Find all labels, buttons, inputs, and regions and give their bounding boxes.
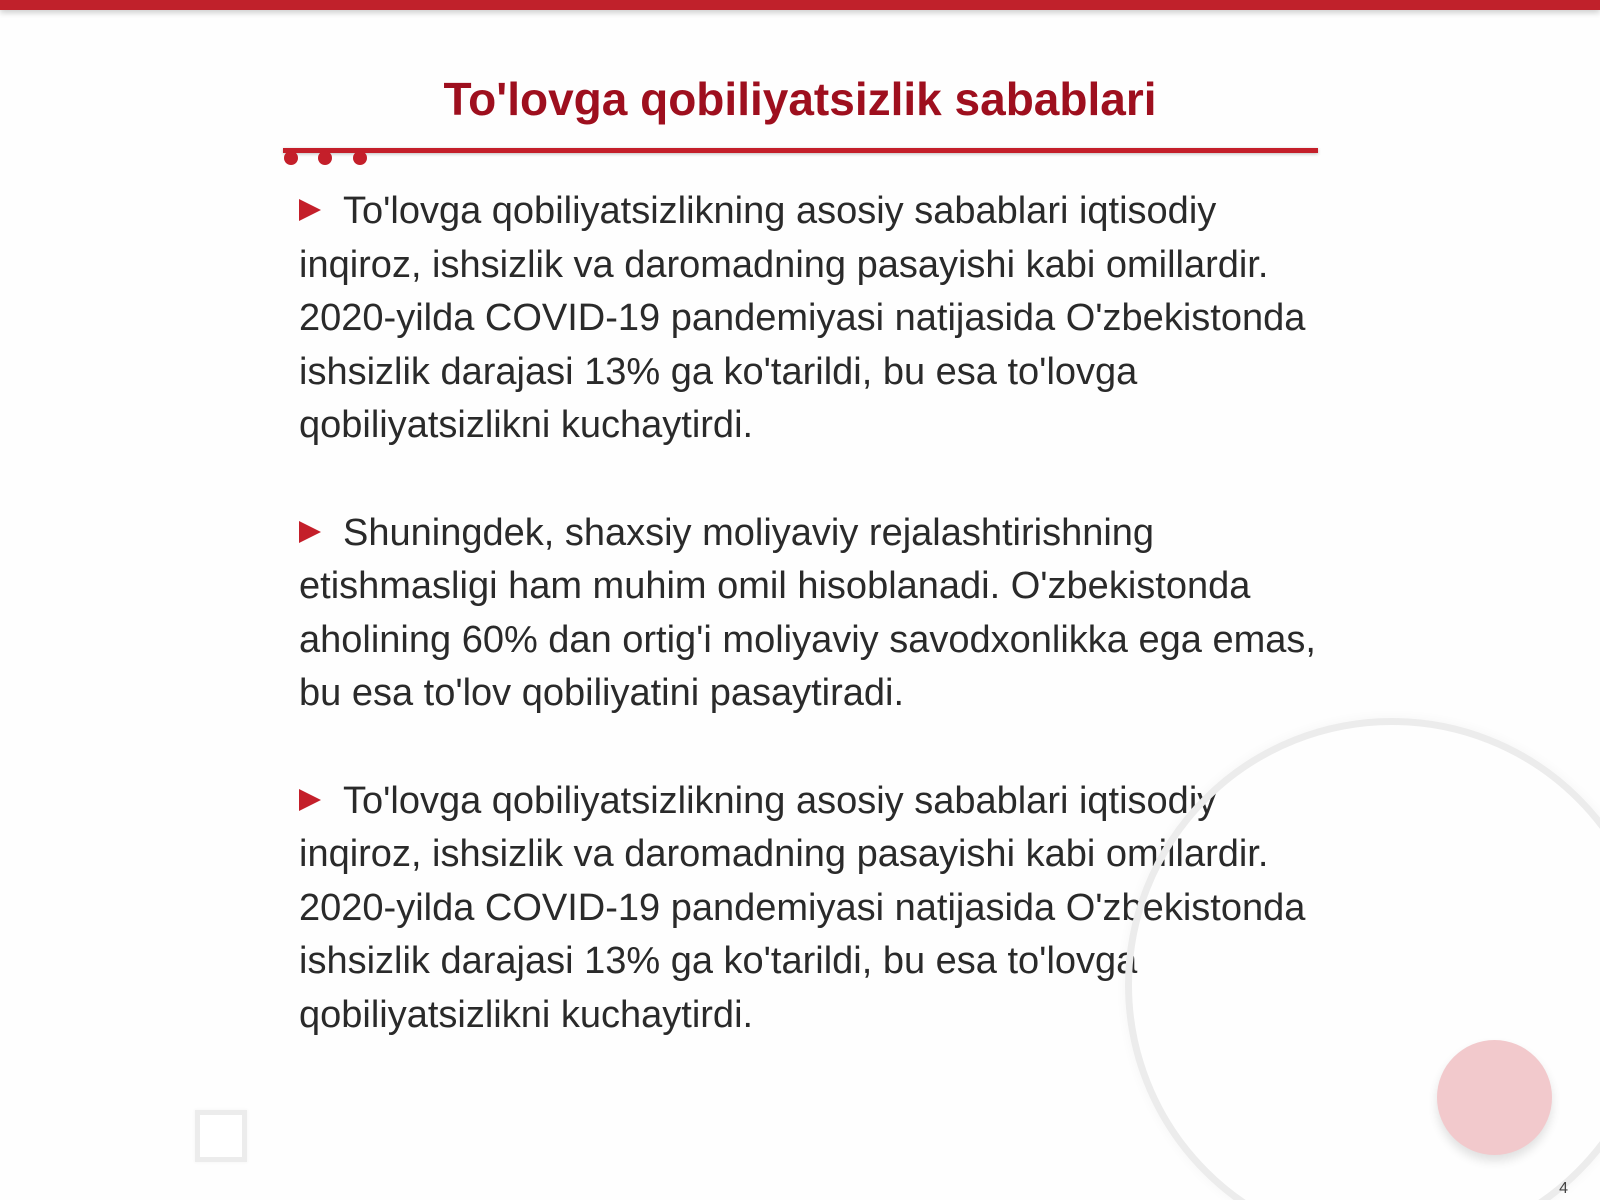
triangle-bullet-icon bbox=[299, 789, 321, 811]
bullet-paragraph bbox=[299, 185, 1319, 453]
triangle-bullet-icon bbox=[299, 199, 321, 221]
slide-title: To'lovga qobiliyatsizlik sabablari bbox=[443, 73, 1157, 125]
paragraph-text: To'lovga qobiliyatsizlikning asosiy sabablari iqtisodiy inqiroz, ishsizlik va daromadning pasayishi kabi omillardir. 2020-yilda COVID-19 pandemiyasi natijasida O'zbekistonda ishsizlik darajasi 13% ga ko'tarildi, bu esa to'lovga qobiliyatsizlikni kuchaytirdi. bbox=[299, 190, 1306, 446]
decorative-dot bbox=[318, 151, 332, 165]
triangle-bullet-icon bbox=[299, 521, 321, 543]
title-underline bbox=[283, 148, 1318, 153]
decorative-square bbox=[195, 1110, 247, 1162]
decorative-pink-circle bbox=[1437, 1040, 1552, 1155]
bullet-paragraph bbox=[299, 507, 1319, 721]
decorative-dot bbox=[284, 151, 298, 165]
page-number: 4 bbox=[1559, 1180, 1568, 1197]
paragraph-text: To'lovga qobiliyatsizlikning asosiy sabablari iqtisodiy inqiroz, ishsizlik va daromadning pasayishi kabi omillardir. 2020-yilda COVID-19 pandemiyasi natijasida O'zbekistonda ishsizlik darajasi 13% ga ko'tarildi, bu esa to'lovga qobiliyatsizlikni kuchaytirdi. bbox=[299, 779, 1306, 1036]
paragraph-text: Shuningdek, shaxsiy moliyaviy rejalashtirishning etishmasligi ham muhim omil hisoblanadi. O'zbekistonda aholining 60% dan ortig'i moliyaviy savodxonlikka ega emas, bu esa to'lov qobiliyatini pasaytiradi. bbox=[299, 511, 1316, 714]
decorative-dot bbox=[353, 151, 367, 165]
top-accent-bar bbox=[0, 0, 1600, 10]
